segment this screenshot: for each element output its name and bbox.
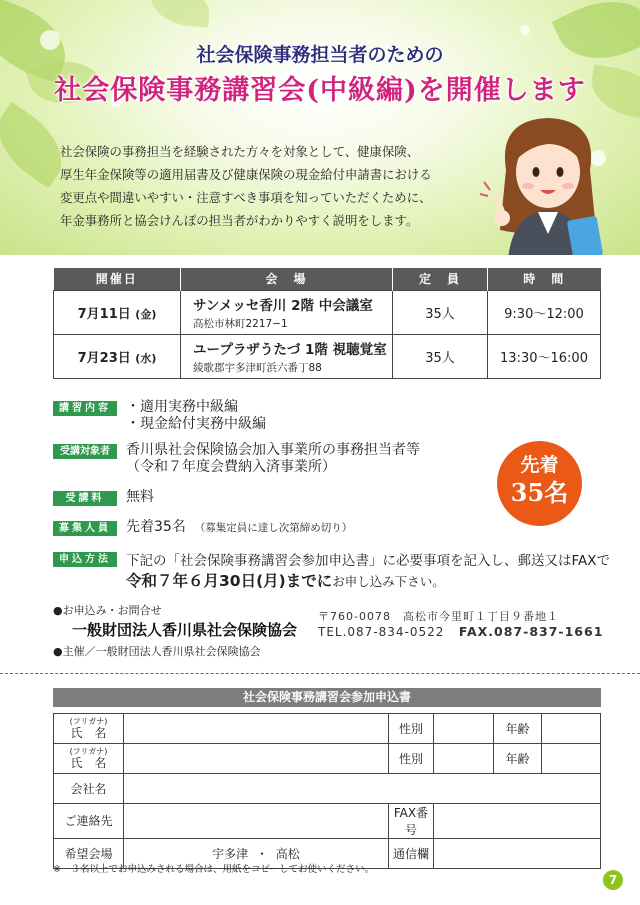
venue-label: 希望会場	[54, 839, 124, 869]
apply-deadline: 令和７年６月30日(月)までに	[126, 572, 333, 590]
apply-line: 下記の「社会保険事務講習会参加申込書」に必要事項を記入し、郵送又はFAXで	[126, 553, 611, 569]
gender-label: 性別	[389, 714, 434, 744]
age-field[interactable]	[542, 744, 601, 774]
session-capacity: 35人	[393, 290, 488, 334]
fax-label: FAX番号	[389, 804, 434, 839]
apply-tail: お申し込み下さい。	[332, 574, 445, 589]
venue-name: サンメッセ香川 2階 中会議室	[193, 297, 373, 314]
name-field[interactable]	[124, 714, 389, 744]
weekday-text: (水)	[135, 351, 157, 365]
venue-name: ユープラザうたづ 1階 視聴覚室	[193, 341, 387, 358]
bokeh-light	[520, 25, 530, 35]
intro-line: 変更点や間違いやすい・注意すべき事項を知っていただくために、	[60, 190, 432, 205]
organization-address: 〒760-0078 高松市今里町１丁目９番地１	[318, 610, 559, 623]
form-row-contact	[54, 804, 601, 839]
form-row-name	[54, 744, 601, 774]
name-label	[54, 744, 124, 774]
application-form	[53, 713, 601, 869]
header-date: 開催日	[54, 268, 181, 290]
age-label: 年齢	[494, 744, 542, 774]
intro-text	[60, 140, 478, 232]
header-time: 時 間	[488, 268, 601, 290]
session-venue	[181, 290, 393, 334]
content-item: ・適用実務中級編	[126, 399, 238, 415]
contact-label: ご連絡先	[54, 804, 124, 839]
recruit-note: （募集定員に達し次第締め切り）	[194, 522, 353, 534]
fee-text: 無料	[126, 489, 154, 505]
session-time: 9:30〜12:00	[488, 290, 601, 334]
intro-line: 厚生年金保険等の適用届書及び健康保険の現金給付申請書における	[60, 167, 432, 182]
venue-address: 高松市林町2217−1	[193, 317, 288, 330]
footnote: ※ ３名以上でお申込みされる場合は、用紙をコピーしてお使いください。	[53, 864, 375, 875]
company-label: 会社名	[54, 774, 124, 804]
furigana-label: (フリガナ)	[69, 747, 108, 756]
comm-label: 通信欄	[389, 839, 434, 869]
first-come-badge	[497, 441, 582, 526]
schedule-table	[53, 268, 601, 379]
fax-field[interactable]	[434, 804, 601, 839]
session-venue	[181, 334, 393, 378]
form-row-company	[54, 774, 601, 804]
target-line: 香川県社会保険協会加入事業所の事務担当者等	[126, 442, 420, 458]
venue-address: 綾歌郡宇多津町浜六番丁88	[193, 361, 322, 374]
apply-text	[126, 551, 610, 592]
session-capacity: 35人	[393, 334, 488, 378]
fee-tag: 受講料	[53, 491, 117, 506]
presenter-illustration	[478, 110, 618, 255]
age-field[interactable]	[542, 714, 601, 744]
page-number: 7	[603, 870, 623, 890]
leaf-decoration	[148, 0, 211, 28]
form-row-name	[54, 714, 601, 744]
schedule-row	[54, 334, 601, 378]
content-items	[126, 399, 266, 433]
cut-line	[0, 673, 640, 674]
apply-tag: 申込方法	[53, 552, 117, 567]
furigana-label: (フリガナ)	[69, 717, 108, 726]
hero-title: 社会保険事務講習会(中級編)を開催します	[54, 75, 586, 106]
company-field[interactable]	[124, 774, 601, 804]
session-date	[54, 290, 181, 334]
gender-field[interactable]	[434, 744, 494, 774]
schedule-header-row	[54, 268, 601, 290]
badge-line1: 先着	[520, 454, 559, 476]
date-text: 7月11日	[77, 306, 131, 322]
gender-field[interactable]	[434, 714, 494, 744]
session-date	[54, 334, 181, 378]
contact-heading: ●お申込み・お問合せ	[53, 604, 162, 617]
schedule-row	[54, 290, 601, 334]
intro-line: 社会保険の事務担当を経験された方々を対象として、健康保険、	[60, 144, 420, 159]
contact-field[interactable]	[124, 804, 389, 839]
venue-options[interactable]: 宇多津 ・ 高松	[124, 839, 389, 869]
recruit-count: 先着35名	[126, 519, 186, 535]
apply-deadline-line	[126, 571, 610, 592]
gender-label: 性別	[389, 744, 434, 774]
organization-name: 一般財団法人香川県社会保険協会	[72, 621, 298, 639]
recruit-tag: 募集人員	[53, 521, 117, 536]
comm-field[interactable]	[434, 839, 601, 869]
session-time: 13:30〜16:00	[488, 334, 601, 378]
name-label	[54, 714, 124, 744]
weekday-text: (金)	[135, 307, 157, 321]
content-item: ・現金給付実務中級編	[126, 416, 266, 432]
date-text: 7月23日	[77, 350, 131, 366]
content-tag: 講習内容	[53, 401, 117, 416]
name-field[interactable]	[124, 744, 389, 774]
form-title: 社会保険事務講習会参加申込書	[53, 688, 601, 707]
phone-fax	[318, 624, 603, 639]
intro-line: 年金事務所と協会けんぽの担当者がわかりやすく説明をします。	[60, 213, 419, 228]
name-label-text: 氏 名	[70, 756, 107, 770]
name-label-text: 氏 名	[70, 726, 107, 740]
target-text	[126, 442, 420, 476]
target-tag: 受講対象者	[53, 444, 117, 459]
hero-subtitle: 社会保険事務担当者のための	[196, 44, 444, 66]
header-capacity: 定 員	[393, 268, 488, 290]
recruit-text	[126, 519, 352, 537]
host-text: ●主催／一般財団法人香川県社会保険協会	[53, 645, 261, 658]
header-venue: 会 場	[181, 268, 393, 290]
badge-line2: 35名	[510, 478, 569, 507]
fax-number: FAX.087-837-1661	[458, 624, 604, 639]
hero-banner	[0, 0, 640, 255]
phone-number: TEL.087-834-0522	[318, 625, 445, 639]
age-label: 年齢	[494, 714, 542, 744]
target-line: （令和７年度会費納入済事業所）	[126, 459, 336, 475]
